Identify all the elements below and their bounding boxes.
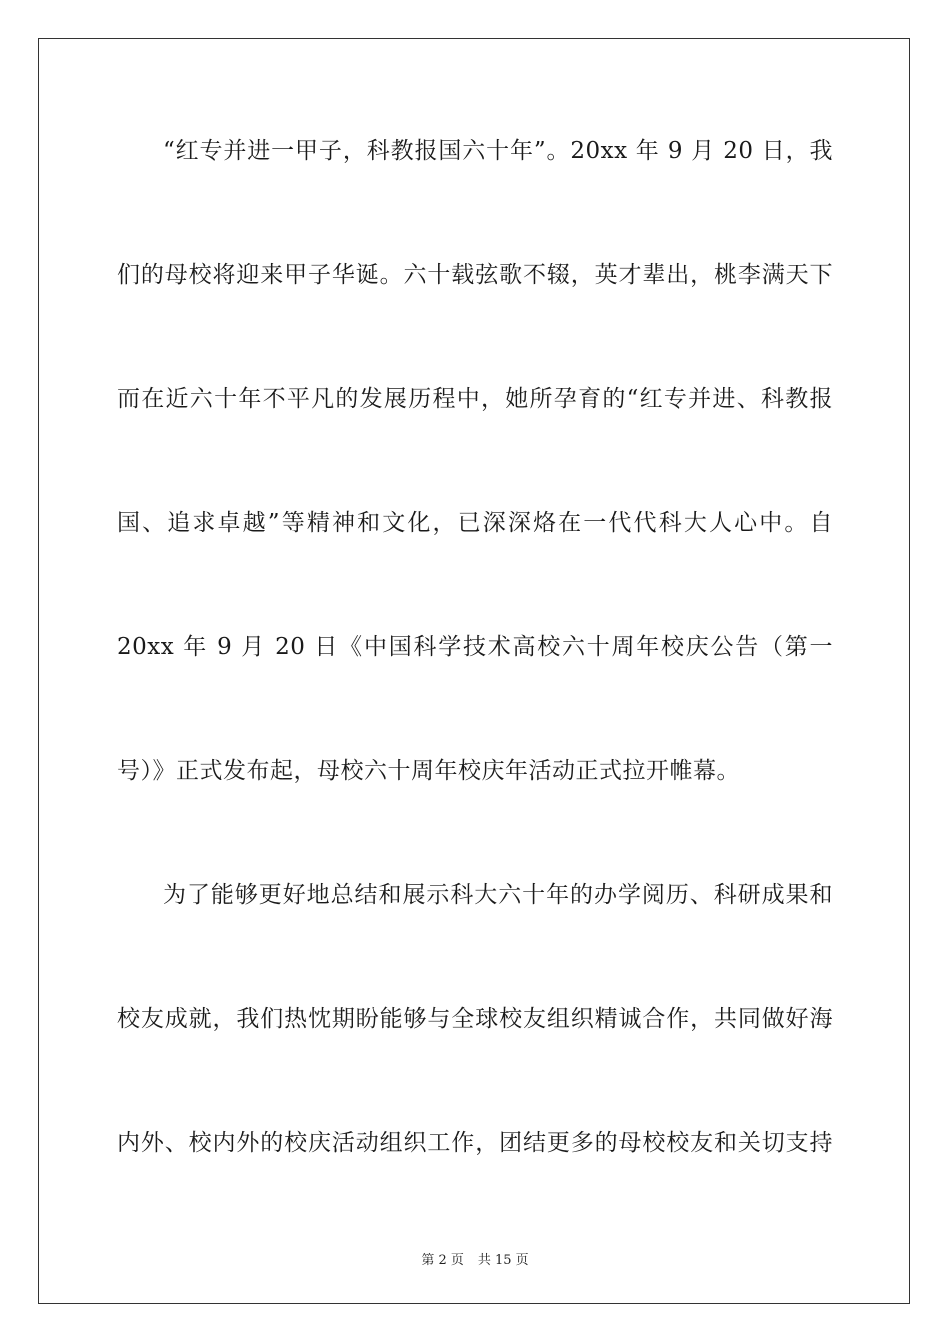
- paragraph-line: 号）》正式发布起，母校六十周年校庆年活动正式拉开帷幕。: [117, 758, 740, 784]
- page-footer: [0, 1249, 950, 1268]
- paragraph-line: 内外、校内外的校庆活动组织工作，团结更多的母校校友和关切支持: [117, 1130, 833, 1156]
- paragraph-line: 为了能够更好地总结和展示科大六十年的办学阅历、科研成果和: [163, 882, 833, 908]
- paragraph-line: 而在近六十年不平凡的发展历程中，她所孕育的“红专并进、科教报: [117, 386, 833, 412]
- paragraph-line: 国、追求卓越”等精神和文化，已深深烙在一代代科大人心中。自: [117, 510, 833, 536]
- page-number: 第 2 页: [421, 1253, 464, 1268]
- paragraph-line: 们的母校将迎来甲子华诞。六十载弦歌不辍，英才辈出，桃李满天下: [117, 262, 833, 288]
- paragraph-line: 校友成就，我们热忱期盼能够与全球校友组织精诚合作，共同做好海: [117, 1006, 833, 1032]
- paragraph-line: 20xx 年 9 月 20 日《中国科学技术高校六十周年校庆公告（第一: [117, 634, 833, 660]
- page-border: [38, 38, 910, 1304]
- paragraph-line: “红专并进一甲子，科教报国六十年”。20xx 年 9 月 20 日，我: [163, 138, 833, 164]
- total-pages: 共 15 页: [477, 1253, 529, 1268]
